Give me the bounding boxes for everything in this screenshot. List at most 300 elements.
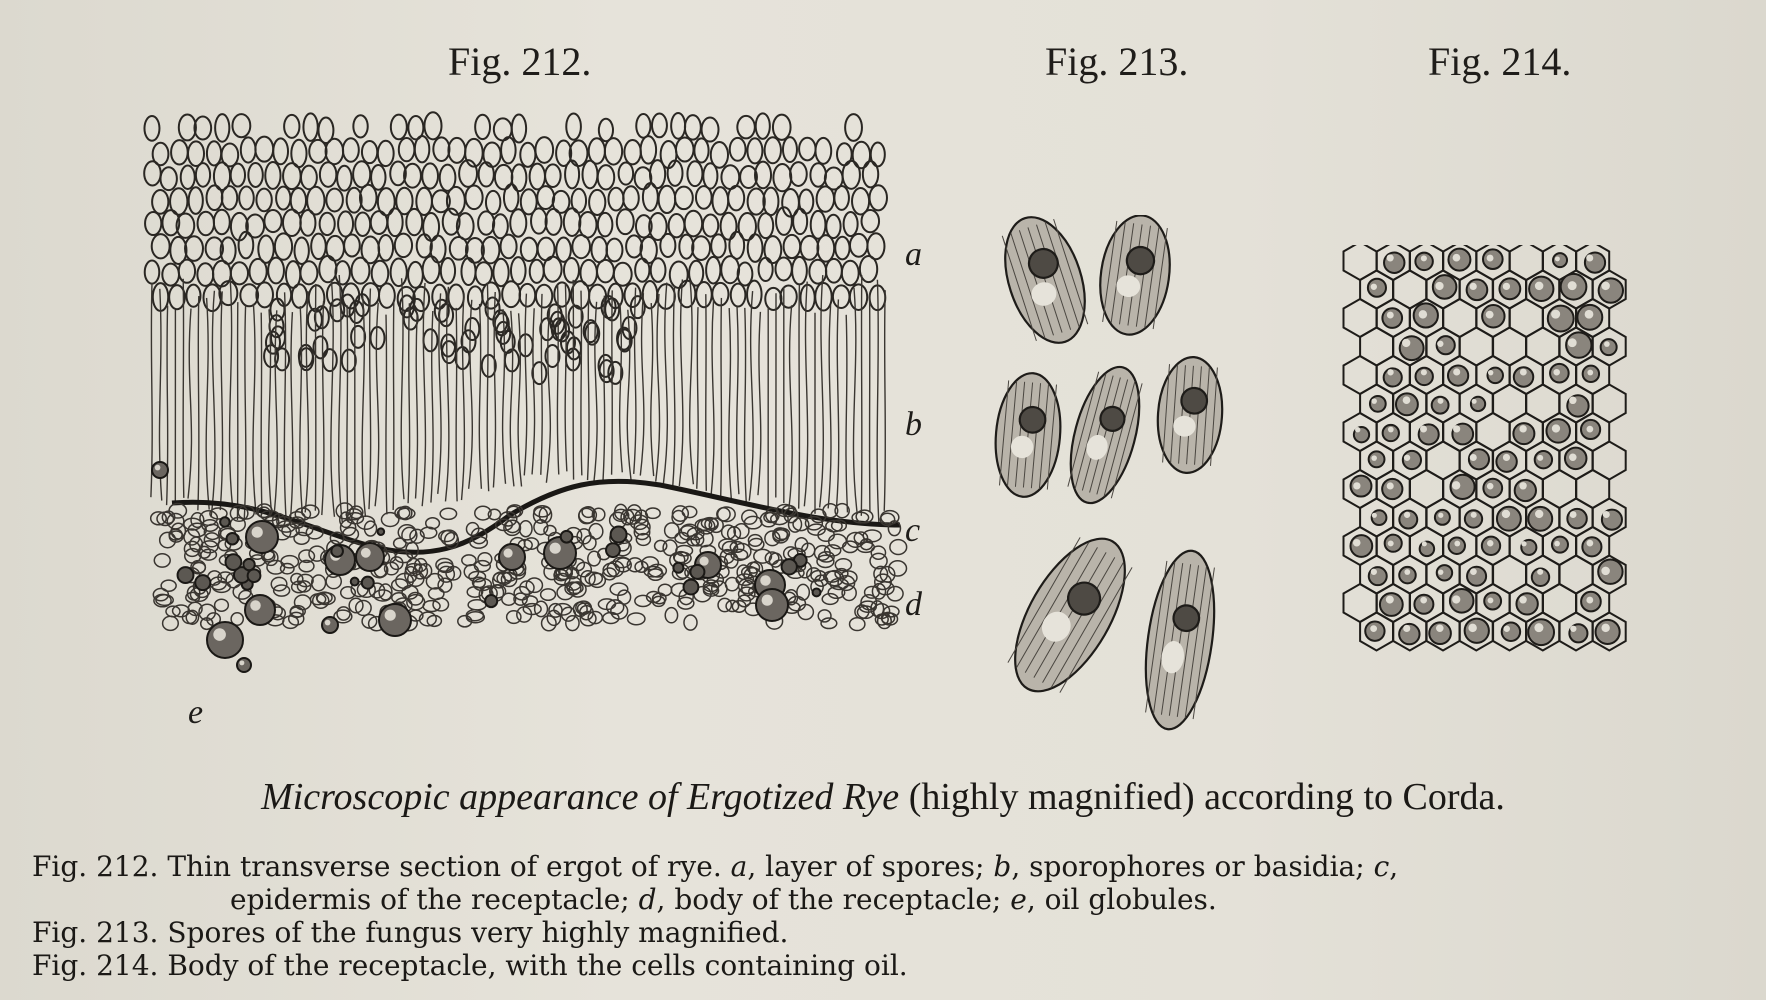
receptacle-cell [470,537,487,549]
oil-drop-highlight [1437,341,1443,347]
oil-drop [1601,339,1617,355]
oil-drop-highlight [1587,370,1593,376]
oil-drop-highlight [1470,283,1477,290]
oil-drop [1465,619,1489,643]
oil-globule [606,543,620,557]
sporophore [846,315,847,513]
oil-drop-highlight [1569,397,1576,404]
spore [651,258,666,282]
oil-highlight [550,543,561,554]
oil-drop-highlight [1519,482,1526,489]
spore [231,262,248,284]
oil-drop-highlight [1387,482,1394,489]
spore [799,138,815,161]
oil-drop [1448,365,1468,385]
oil-drop-highlight [1503,283,1510,290]
spore [811,211,826,239]
spore [194,117,211,140]
sporophore [721,298,722,498]
oil-globule [673,563,683,573]
oil-drop-highlight [1604,341,1610,347]
receptacle-cell [215,599,229,611]
oil-drop [1599,278,1623,302]
spore [826,259,842,283]
spore [870,185,887,210]
oil-globule [227,533,239,545]
oil-drop [1552,537,1568,553]
spore [502,281,520,307]
spore [465,186,482,210]
sporophore [290,312,293,524]
oil-drop [1487,368,1503,384]
oil-drop [1497,507,1521,531]
oil-drop-highlight [1371,569,1377,575]
oil-drop-highlight [1453,254,1461,262]
oil-drop-highlight [1534,623,1543,632]
oil-drop-highlight [1403,625,1410,632]
oil-globule [246,521,278,553]
oil-drop-highlight [1519,596,1526,603]
spore [214,210,230,234]
spore [283,163,301,189]
spore [504,184,518,211]
oil-drop [1471,397,1485,411]
spore [391,258,407,286]
spore [530,260,544,283]
spore [482,282,500,308]
spore [572,235,590,258]
figure-legend [32,850,1752,982]
spore [833,285,850,308]
oil-drop-highlight [1452,481,1460,489]
sporophore [211,291,215,518]
spore [152,234,170,258]
oil-drop-highlight [1487,255,1494,262]
oil-drop-highlight [1355,427,1360,432]
sporophore [745,308,747,503]
oil-drop-highlight [1537,569,1543,575]
spore [181,166,195,189]
spore [145,212,161,235]
spore [759,258,773,281]
cell-wall [1344,245,1377,280]
spore [510,209,526,236]
spore [687,161,702,186]
oil-drop-highlight [1420,597,1427,604]
oil-drop-highlight [1421,369,1427,375]
spore [1136,546,1224,733]
spore [352,258,370,284]
sporophore [300,306,303,514]
spore [685,211,703,237]
spore [483,142,500,166]
spore [189,187,203,214]
spore-nucleus [1181,387,1208,414]
sporophore [581,291,582,476]
oil-highlight [361,548,371,558]
oil-drop-highlight [1422,541,1427,546]
spore [207,141,221,165]
spore [535,137,553,163]
spore [448,138,465,163]
oil-drop-highlight [1487,483,1494,490]
receptacle-cell [583,536,596,550]
spore [417,234,432,257]
sporophore [532,308,534,474]
label-c: c [905,512,921,549]
spore [338,211,353,236]
oil-drop-highlight [1387,369,1393,375]
oil-drop-highlight [1404,512,1410,518]
spore [801,236,819,260]
spore [696,186,712,209]
sporophore [462,293,465,500]
spore [675,187,693,209]
receptacle-cell [676,546,693,556]
spore [486,191,500,214]
oil-drop-highlight [1519,425,1526,432]
spore [300,210,315,236]
receptacle-cell [712,581,727,596]
spore [144,116,159,141]
oil-drop-highlight [1371,284,1377,290]
oil-drop-highlight [1387,254,1394,261]
sporophore [711,299,714,497]
sporophore [749,291,753,501]
receptacle-cell [684,615,697,630]
spore [320,213,335,235]
sporophore [183,279,184,498]
spore [544,257,562,282]
oil-drop-highlight [1601,567,1610,576]
sporophore [274,310,277,515]
sporophore [393,301,394,510]
oil-drop-highlight [1438,513,1443,518]
spore [399,138,415,161]
spore [860,256,877,282]
receptacle-cell [665,523,679,538]
oil-drop-highlight [1435,282,1443,290]
oil-drop-highlight [1470,454,1477,461]
spore [756,113,770,139]
spore [670,262,688,288]
spore [1058,360,1152,511]
receptacle-cell [797,584,809,600]
sporophore [456,308,457,501]
spore [231,164,245,187]
spore [388,208,403,236]
oil-drop-highlight [1553,369,1560,376]
spore [784,235,801,258]
oil-highlight [155,465,161,471]
sporophore-layer [151,275,885,524]
receptacle-cell [392,579,408,591]
spore [748,189,765,215]
spore [222,186,237,210]
spore [685,115,701,139]
spore [711,234,725,257]
receptacle-cell [881,511,899,525]
fig-213-title: Fig. 213. [1045,39,1189,84]
spore [207,185,223,210]
spore-nucleus [1019,406,1047,434]
cell-wall [1510,245,1543,280]
oil-drop-highlight [1387,312,1394,319]
receptacle-cell [313,593,329,608]
spore [204,284,221,311]
oil-drop-highlight [1486,311,1494,319]
spore [343,138,359,162]
spore [817,235,834,262]
spore [239,186,254,209]
spore [773,164,791,191]
oil-globule [237,658,251,672]
spore [342,350,356,372]
oil-highlight [385,610,396,621]
spore [283,209,301,236]
oil-drop [1582,537,1601,556]
oil-drop-highlight [1551,310,1560,319]
spore [564,208,581,236]
sporophore [375,303,379,507]
fig-212-illustration [140,105,940,765]
sporophore [861,275,862,516]
spore [696,282,712,307]
spore [337,166,351,191]
sporophore [151,283,152,497]
oil-drop [1467,567,1486,586]
oil-drop-highlight [1586,254,1593,261]
spore [815,138,831,164]
receptacle-cell [163,616,179,630]
receptacle-cell [818,610,831,622]
oil-drop-highlight [1555,256,1560,261]
oil-globule [499,544,525,570]
sporophore [565,284,567,472]
sporophore [386,315,387,515]
fig-214-title: Fig. 214. [1428,39,1572,84]
oil-drop [1382,479,1402,499]
sporophore [347,305,348,522]
spore [415,136,430,162]
oil-globule [362,577,374,589]
oil-drop-highlight [1468,624,1476,632]
sporophore [557,285,558,475]
oil-drop [1548,306,1574,332]
oil-drop [1384,253,1404,273]
oil-drop-highlight [1353,482,1360,489]
spore [326,189,343,212]
oil-globule [178,567,194,583]
oil-drop [1567,509,1586,528]
caption-italic: Microscopic appearance of Ergotized Rye [261,776,900,818]
oil-highlight [760,575,771,586]
oil-drop-highlight [1438,569,1443,574]
spore [311,234,326,259]
spore [475,115,490,139]
spore [512,115,526,143]
receptacle-cell [519,521,532,537]
spore [268,258,284,284]
spore [162,264,179,286]
receptacle-cell [507,611,521,624]
oil-globule [351,578,359,586]
oil-drop-highlight [1388,427,1394,433]
spore [406,209,422,235]
spore [501,137,516,163]
spore [758,213,773,238]
sporophore [697,307,698,489]
spore [188,141,204,166]
receptacle-cell [878,613,892,628]
spore [284,115,299,138]
oil-drop-highlight [1453,425,1460,432]
oil-globule [331,545,343,557]
oil-drop [1499,278,1520,299]
spore [248,163,262,187]
oil-drop-highlight [1521,541,1526,546]
spore [589,190,605,215]
spore [597,260,614,282]
oil-globule [356,543,384,571]
spore [511,257,526,284]
spore [335,261,349,284]
oil-drop-highlight [1372,513,1377,518]
spore [712,187,728,215]
spore [747,281,761,309]
receptacle-cell [154,554,170,567]
oil-highlight [250,600,261,611]
oil-highlight [239,660,244,665]
spore [395,234,412,257]
receptacle-cell [655,540,667,551]
legend-line-212: Fig. 212. Thin transverse section of ergot of rye. a, layer of spores; b, sporophores or basidia; c, [32,850,1399,883]
spore [319,256,336,282]
oil-drop-highlight [1568,338,1577,347]
oil-drop [1516,593,1537,614]
spore [671,113,685,139]
sporophore [284,292,286,521]
oil-drop-highlight [1436,624,1444,632]
oil-globule [379,604,411,636]
spore [799,189,813,213]
spore [532,362,546,384]
sporophore [737,306,739,494]
oil-globule [544,537,576,569]
oil-globule [248,569,261,582]
oil-globule [782,559,797,574]
spore [256,189,271,212]
spore [362,141,377,163]
sporophore [198,296,199,510]
spore [479,162,494,186]
sporophore [836,299,838,508]
sporophore [853,288,857,513]
spore [433,137,449,161]
spore [371,211,387,234]
oil-drop [1553,253,1567,267]
receptacle-cell [884,606,899,617]
spore [353,161,370,187]
oil-globule [378,528,385,535]
receptacle-cell [341,587,356,599]
spore [378,235,393,261]
oil-drop-highlight [1603,511,1610,518]
oil-drop-highlight [1570,626,1576,632]
oil-globule [322,617,338,633]
legend-line-214: Fig. 214. Body of the receptacle, with the cells containing oil. [32,949,908,982]
spore [1093,215,1177,339]
spore [793,209,807,234]
spore [408,262,423,288]
oil-drop-highlight [1554,541,1560,547]
label-e: e [188,694,204,731]
spore [249,259,266,284]
spore [843,161,860,189]
sporophore [640,293,644,475]
spore [617,209,634,234]
spore [441,258,455,284]
oil-globule [611,527,627,543]
sporophore [487,282,488,491]
spore [636,114,650,138]
oil-drop-highlight [1402,339,1410,347]
spore [817,186,834,211]
spore [391,115,407,140]
receptacle-cell [281,556,298,568]
spore [422,163,438,188]
receptacle-cell [167,514,184,529]
spore [850,234,868,257]
sporophore [518,313,521,486]
spore [241,137,256,162]
oil-drop [1382,308,1402,328]
spore [309,285,325,311]
sporophore [690,281,694,484]
spore [351,326,365,348]
spore [993,521,1147,708]
spore [991,370,1066,499]
oil-drop-highlight [1569,454,1577,462]
spore [692,236,710,260]
receptacle-cell [475,561,491,572]
spore [276,187,290,210]
oil-highlight [762,595,773,606]
spore [598,165,615,189]
oil-drop-highlight [1353,539,1361,547]
spore [520,284,536,307]
spore [783,137,797,162]
receptacle-cell [628,613,645,625]
receptacle-cell [440,508,456,519]
sporophore [804,282,807,507]
oil-globule [485,595,497,607]
oil-drop-highlight [1421,255,1427,261]
oil-globule [561,531,573,543]
spore [264,210,281,232]
sporophore [469,300,473,489]
oil-drop-highlight [1472,399,1477,404]
spore [703,163,717,188]
receptacle-cell [478,553,492,566]
spore [372,261,389,286]
spore [185,236,203,261]
oil-highlight [325,620,331,626]
spore [737,116,755,138]
oil-drop [1502,623,1520,641]
oil-drop-highlight [1453,368,1460,375]
spore [379,283,395,307]
